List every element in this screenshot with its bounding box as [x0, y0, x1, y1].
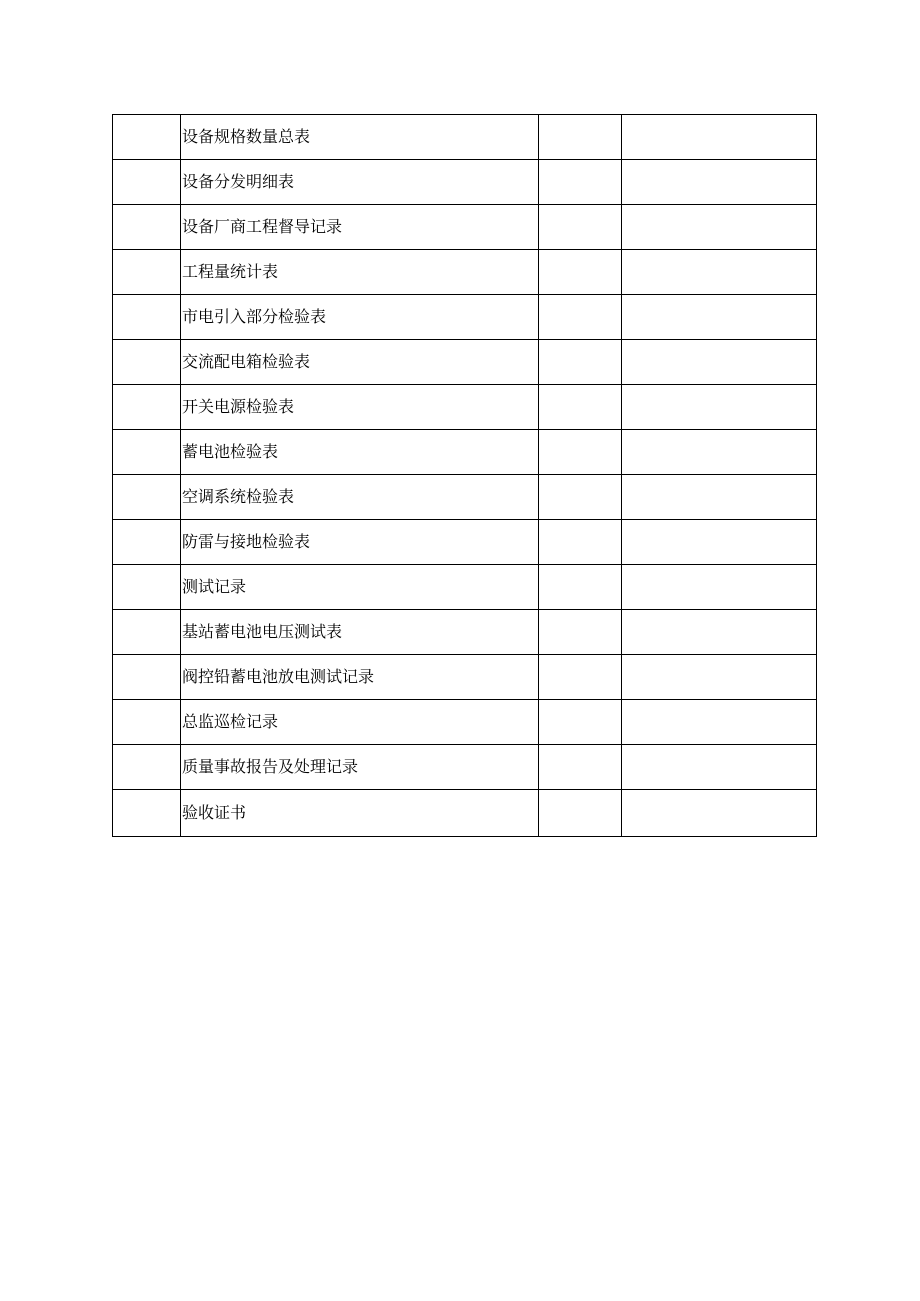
record-name-cell: 测试记录 — [181, 565, 539, 610]
remarks-cell — [622, 610, 817, 655]
blank-cell — [539, 250, 622, 295]
record-name-cell: 交流配电箱检验表 — [181, 340, 539, 385]
row-number-cell — [113, 745, 181, 790]
row-number-cell — [113, 115, 181, 160]
blank-cell — [539, 790, 622, 837]
blank-cell — [539, 700, 622, 745]
remarks-cell — [622, 340, 817, 385]
table-row — [113, 610, 817, 655]
row-number-cell — [113, 205, 181, 250]
table-row — [113, 250, 817, 295]
remarks-cell — [622, 700, 817, 745]
row-number-cell — [113, 790, 181, 837]
table-row — [113, 340, 817, 385]
table-row — [113, 655, 817, 700]
remarks-cell — [622, 385, 817, 430]
record-name-cell: 基站蓄电池电压测试表 — [181, 610, 539, 655]
table-row — [113, 475, 817, 520]
row-number-cell — [113, 340, 181, 385]
remarks-cell — [622, 250, 817, 295]
record-name-cell: 验收证书 — [181, 790, 539, 837]
record-name-cell: 蓄电池检验表 — [181, 430, 539, 475]
blank-cell — [539, 520, 622, 565]
remarks-cell — [622, 295, 817, 340]
blank-cell — [539, 745, 622, 790]
blank-cell — [539, 160, 622, 205]
record-name-cell: 设备规格数量总表 — [181, 115, 539, 160]
record-name-cell: 开关电源检验表 — [181, 385, 539, 430]
row-number-cell — [113, 295, 181, 340]
record-name-cell: 质量事故报告及处理记录 — [181, 745, 539, 790]
row-number-cell — [113, 430, 181, 475]
blank-cell — [539, 565, 622, 610]
record-name-cell: 空调系统检验表 — [181, 475, 539, 520]
blank-cell — [539, 295, 622, 340]
row-number-cell — [113, 565, 181, 610]
record-name-cell: 防雷与接地检验表 — [181, 520, 539, 565]
remarks-cell — [622, 745, 817, 790]
remarks-cell — [622, 160, 817, 205]
blank-cell — [539, 205, 622, 250]
row-number-cell — [113, 475, 181, 520]
remarks-cell — [622, 790, 817, 837]
remarks-cell — [622, 475, 817, 520]
remarks-cell — [622, 520, 817, 565]
table-row — [113, 745, 817, 790]
blank-cell — [539, 610, 622, 655]
table-row — [113, 385, 817, 430]
table-row — [113, 520, 817, 565]
row-number-cell — [113, 520, 181, 565]
row-number-cell — [113, 250, 181, 295]
table-row — [113, 430, 817, 475]
record-name-cell: 阀控铅蓄电池放电测试记录 — [181, 655, 539, 700]
table-row — [113, 295, 817, 340]
row-number-cell — [113, 700, 181, 745]
blank-cell — [539, 655, 622, 700]
blank-cell — [539, 340, 622, 385]
record-name-cell: 设备分发明细表 — [181, 160, 539, 205]
blank-cell — [539, 430, 622, 475]
blank-cell — [539, 385, 622, 430]
blank-cell — [539, 115, 622, 160]
table-row — [113, 790, 817, 837]
record-name-cell: 总监巡检记录 — [181, 700, 539, 745]
remarks-cell — [622, 430, 817, 475]
table-row — [113, 700, 817, 745]
row-number-cell — [113, 160, 181, 205]
remarks-cell — [622, 205, 817, 250]
row-number-cell — [113, 610, 181, 655]
records-table — [112, 114, 817, 837]
row-number-cell — [113, 385, 181, 430]
record-name-cell: 市电引入部分检验表 — [181, 295, 539, 340]
table-row — [113, 160, 817, 205]
table-row — [113, 565, 817, 610]
record-name-cell: 工程量统计表 — [181, 250, 539, 295]
remarks-cell — [622, 655, 817, 700]
remarks-cell — [622, 565, 817, 610]
table-row — [113, 115, 817, 160]
record-name-cell: 设备厂商工程督导记录 — [181, 205, 539, 250]
row-number-cell — [113, 655, 181, 700]
table-row — [113, 205, 817, 250]
blank-cell — [539, 475, 622, 520]
remarks-cell — [622, 115, 817, 160]
